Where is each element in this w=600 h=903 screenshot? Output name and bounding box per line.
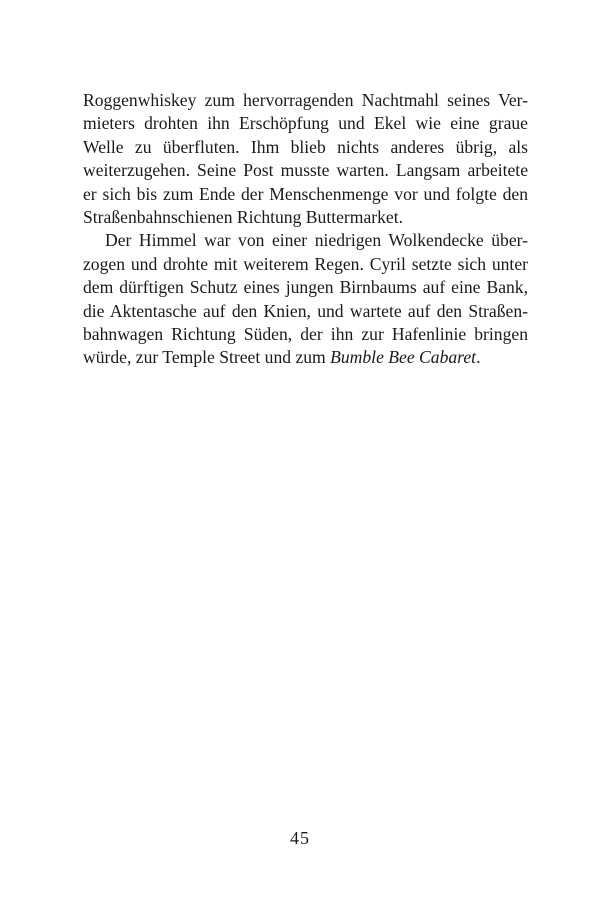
text-line: Straßenbahnschienen Richtung Buttermarket.	[83, 207, 404, 228]
paragraph-1	[83, 89, 528, 229]
text-run: .	[476, 347, 481, 368]
body-text	[83, 89, 528, 370]
text-line: die Aktentasche auf den Knien, und wartete auf den Straßen-	[83, 300, 528, 321]
text-line: zogen und drohte mit weiterem Regen. Cyril setzte sich unter	[83, 253, 528, 274]
text-line: dem dürftigen Schutz eines jungen Birnbaums auf eine Bank,	[83, 277, 528, 298]
text-line: Der Himmel war von einer niedrigen Wolkendecke über-	[105, 230, 528, 251]
text-line: Roggenwhiskey zum hervorragenden Nachtmahl seines Ver-	[83, 90, 528, 110]
text-line: bahnwagen Richtung Süden, der ihn zur Hafenlinie bringen	[83, 324, 528, 345]
text-line	[83, 346, 528, 369]
text-line: mieters drohten ihn Erschöpfung und Ekel wie eine graue	[83, 113, 528, 134]
paragraph-2	[83, 229, 528, 369]
text-run: würde, zur Temple Street und zum	[83, 347, 331, 368]
text-line: Welle zu überfluten. Ihm blieb nichts anderes übrig, als	[83, 136, 528, 157]
italic-title: Bumble Bee Cabaret	[330, 347, 477, 368]
page-number: 45	[290, 828, 310, 848]
text-line: er sich bis zum Ende der Menschenmenge vor und folgte den	[83, 183, 528, 204]
text-line: weiterzugehen. Seine Post musste warten. Langsam arbeitete	[83, 160, 528, 181]
